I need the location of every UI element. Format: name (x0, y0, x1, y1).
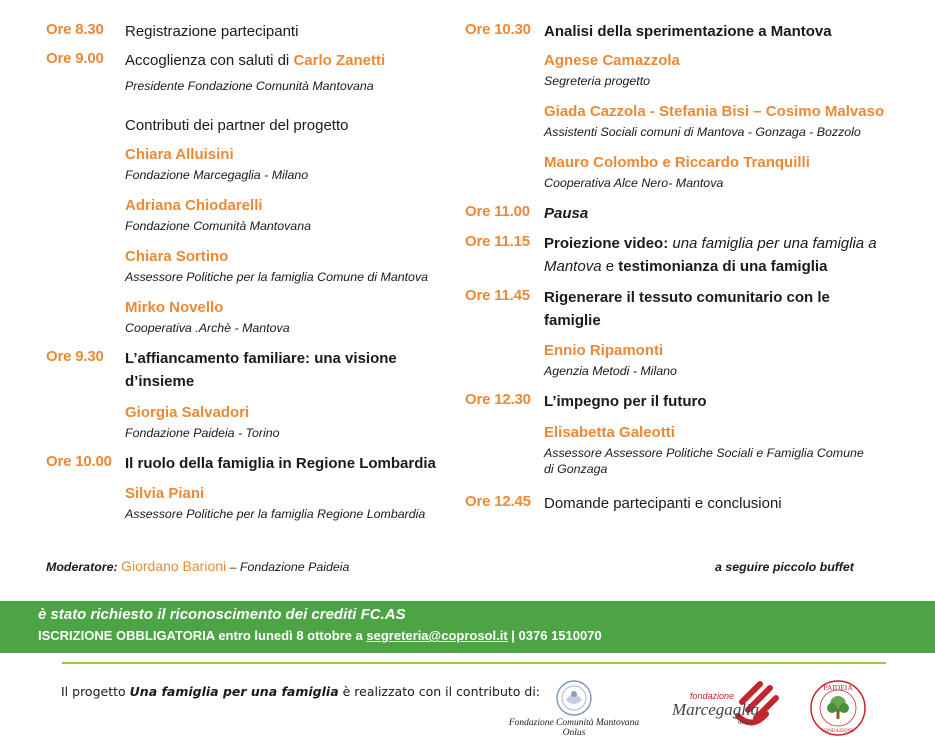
speaker-name: Adriana Chiodarelli (125, 197, 263, 214)
paideia-top-text: PAIDEIA (823, 683, 853, 692)
speaker-role: Assessore Politiche per la famiglia Comune di Mantova (125, 270, 429, 284)
speaker-name: Agnese Camazzola (544, 52, 680, 69)
speaker-role: Segreteria progetto (544, 74, 651, 88)
speaker-name: Chiara Sortino (125, 248, 229, 265)
speaker-role: Assistenti Sociali comuni di Mantova - Gonzaga - Bozzolo (544, 125, 861, 139)
agenda-title: L’impegno per il futuro (544, 393, 707, 410)
speaker-role: Fondazione Marcegaglia - Milano (125, 168, 309, 182)
speaker-name: Chiara Alluisini (125, 146, 234, 163)
speaker (125, 145, 455, 183)
paideia-logo (808, 678, 868, 738)
speaker-role: Agenzia Metodi - Milano (544, 364, 677, 378)
footer-intro: Il progetto (61, 684, 130, 699)
speaker (544, 423, 924, 477)
agenda-time: Ore 9.00 (46, 50, 104, 67)
agenda-time: Ore 12.45 (465, 493, 531, 510)
agenda-title: Accoglienza con saluti di (125, 52, 294, 69)
speaker-name: Silvia Piani (125, 485, 205, 502)
speaker (544, 51, 924, 89)
agenda-title: famiglie (544, 312, 601, 329)
speaker-name: Mauro Colombo e Riccardo Tranquilli (544, 154, 810, 171)
footer-separator (62, 662, 886, 664)
speaker (125, 196, 455, 234)
marcegaglia-suffix: onlus (738, 720, 753, 726)
speaker-name: Mirko Novello (125, 299, 224, 316)
agenda-title: Pausa (544, 205, 589, 222)
agenda-time: Ore 9.30 (46, 348, 104, 365)
agenda-time: Ore 11.00 (465, 203, 530, 220)
agenda-title: testimonianza di una famiglia (618, 258, 828, 275)
agenda-time: Ore 11.15 (465, 233, 530, 250)
phone-number: | 0376 1510070 (507, 628, 602, 643)
speaker (125, 298, 455, 336)
agenda-title: d’insieme (125, 373, 195, 390)
conjunction: e (601, 258, 619, 275)
speaker (544, 341, 924, 379)
footer-text (61, 684, 540, 699)
project-name: Una famiglia per una famiglia (129, 684, 339, 699)
speaker (125, 484, 455, 522)
buffet-note: a seguire piccolo buffet (715, 560, 854, 574)
agenda-time: Ore 10.30 (465, 21, 531, 38)
registration-text: ISCRIZIONE OBBLIGATORIA entro lunedì 8 ottobre a (38, 628, 367, 643)
agenda-title: L’affiancamento familiare: una visione (125, 350, 397, 367)
speaker-role: Assessore Politiche per la famiglia Regione Lombardia (125, 507, 426, 521)
speaker-role: Cooperativa Alce Nero- Mantova (544, 176, 724, 190)
speaker-role: Fondazione Paideia - Torino (125, 426, 280, 440)
speaker-name: Ennio Ripamonti (544, 342, 664, 359)
speaker-name: Elisabetta Galeotti (544, 424, 675, 441)
agenda-title: Analisi della sperimentazione a Mantova (544, 23, 832, 40)
fondazione-marcegaglia-logo (668, 678, 784, 736)
speaker (125, 403, 455, 441)
speaker-name: Giorgia Salvadori (125, 404, 250, 421)
video-title-end: Mantova (544, 258, 602, 275)
agenda-title: Registrazione partecipanti (125, 23, 299, 40)
marcegaglia-small-label: fondazione (690, 691, 735, 701)
agenda-time: Ore 11.45 (465, 287, 530, 304)
moderator-line (46, 558, 349, 574)
speaker-name: Carlo Zanetti (293, 52, 386, 69)
speaker (125, 247, 455, 285)
speaker (544, 153, 924, 191)
agenda-title: Proiezione video: (544, 235, 673, 252)
agenda-time: Ore 8.30 (46, 21, 104, 38)
speaker-role: di Gonzaga (544, 462, 608, 476)
speaker (544, 102, 924, 140)
credits-notice: è stato richiesto il riconoscimento dei crediti FC.AS (38, 606, 406, 623)
agenda-time: Ore 10.00 (46, 453, 112, 470)
speaker-role: Fondazione Comunità Mantovana (125, 219, 311, 233)
agenda-subheading (125, 114, 348, 137)
email-link[interactable]: segreteria@coprosol.it (366, 628, 508, 643)
agenda-title: Rigenerare il tessuto comunitario con le (544, 289, 830, 306)
agenda-title: Contributi dei partner del progetto (125, 117, 349, 134)
registration-info (38, 628, 602, 643)
speaker-name: Giada Cazzola - Stefania Bisi – Cosimo Malvaso (544, 103, 885, 120)
fcm-caption: Fondazione Comunità Mantovana Onlus (508, 718, 640, 738)
marcegaglia-name: Marcegaglia (672, 700, 760, 719)
fondazione-comunita-mantovana-logo (500, 678, 648, 738)
paideia-bottom-text: FONDAZIONE (821, 729, 855, 734)
speaker-role: Assessore Assessore Politiche Sociali e Famiglia Comune (544, 446, 864, 460)
moderator-name: Giordano Barioni (121, 558, 227, 574)
footer-outro: è realizzato con il contributo di: (338, 684, 541, 699)
moderator-label: Moderatore: (46, 560, 118, 574)
registration-banner (0, 601, 935, 653)
agenda-time: Ore 12.30 (465, 391, 531, 408)
moderator-org: – Fondazione Paideia (226, 560, 350, 574)
speaker-role: Cooperativa .Archè - Mantova (125, 321, 290, 335)
speaker-role: Presidente Fondazione Comunità Mantovana (125, 79, 374, 93)
agenda-title: Il ruolo della famiglia in Regione Lombardia (125, 455, 436, 472)
agenda-title: Domande partecipanti e conclusioni (544, 495, 782, 512)
video-title: una famiglia per una famiglia a (672, 235, 877, 252)
